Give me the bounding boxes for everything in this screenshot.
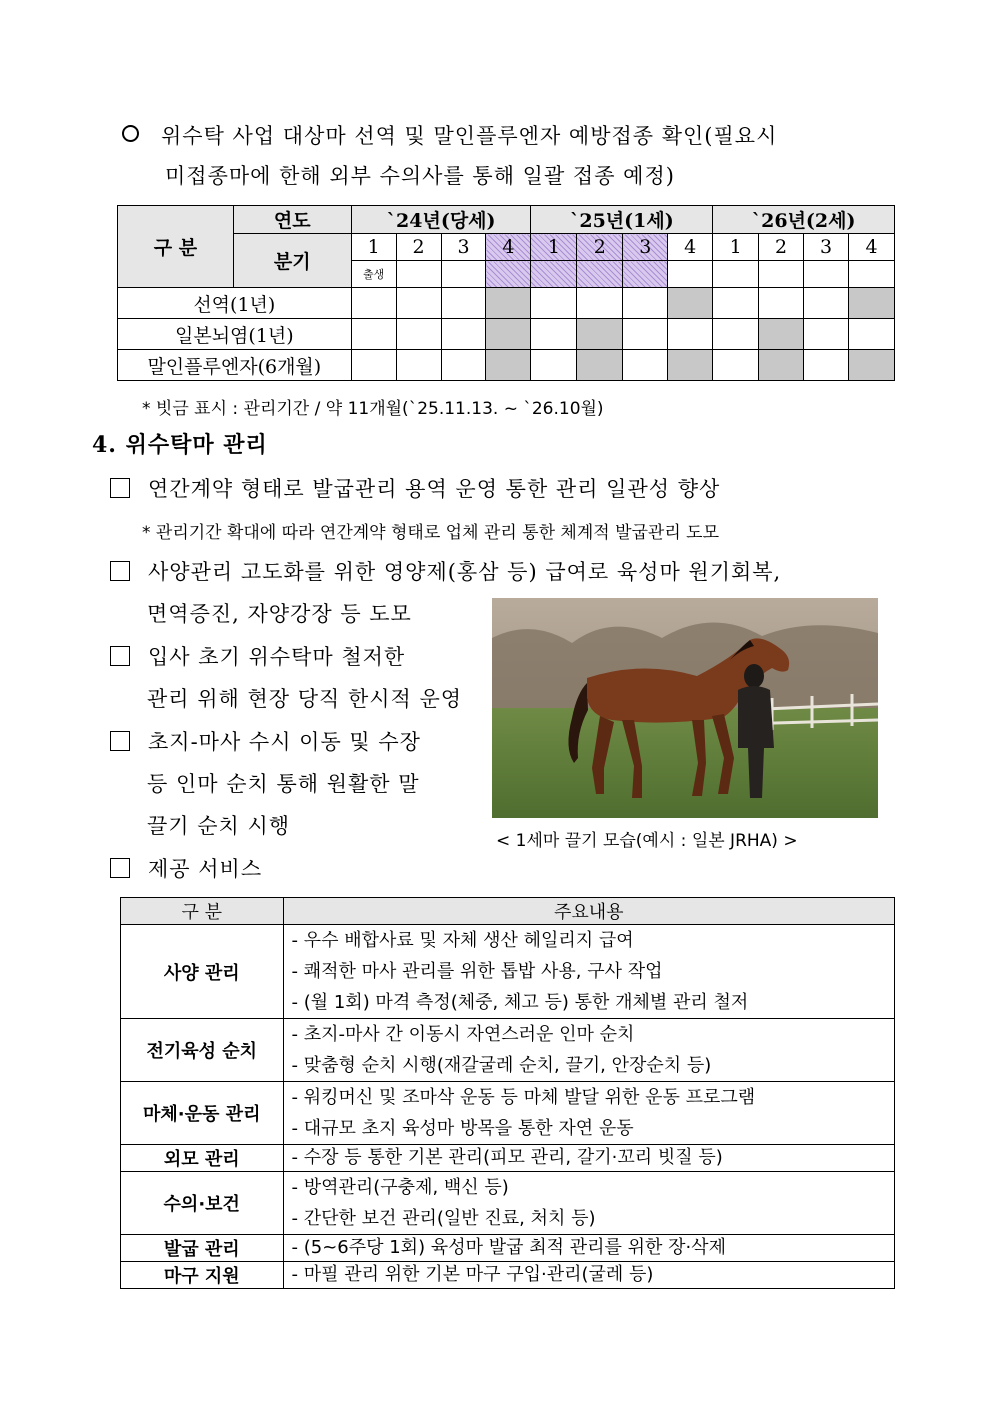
vaccine-cell — [577, 288, 623, 319]
service-item: - (월 1회) 마격 측정(체중, 체고 등) 통한 개체별 관리 철저 — [291, 992, 749, 1013]
vaccine-cell — [531, 288, 577, 319]
vaccine-cell — [848, 288, 894, 319]
quarter-cell: 1 — [713, 234, 759, 261]
vaccine-cell — [623, 350, 668, 381]
item-nutrition-line-1: 사양관리 고도화를 위한 영양제(홍삼 등) 급여로 육성마 원기회복, — [110, 556, 781, 586]
photo-caption: < 1세마 끌기 모습(예시 : 일본 JRHA) > — [496, 831, 798, 851]
quarter-cell: 1 — [351, 234, 396, 261]
vaccine-cell — [848, 350, 894, 381]
section-title: 4. 위수탁마 관리 — [92, 432, 268, 458]
birth-mark: 출생 — [362, 268, 385, 281]
circle-bullet-icon — [122, 125, 139, 142]
year-2024: `24년(당세) — [351, 206, 531, 234]
quarter-cell: 3 — [623, 234, 668, 261]
service-item: - 초지-마사 간 이동시 자연스러운 인마 순치 — [291, 1024, 635, 1045]
vaccine-label: 선역(1년) — [118, 288, 352, 319]
checkbox-square-icon — [110, 561, 130, 581]
hatch-cell — [804, 261, 849, 288]
vaccine-cell — [804, 319, 849, 350]
item-duty-line-1: 입사 초기 위수탁마 철저한 — [110, 641, 405, 671]
service-table — [120, 897, 895, 1289]
service-category: 마구 지원 — [121, 1262, 284, 1289]
service-row — [121, 1145, 895, 1172]
service-header-category: 구 분 — [121, 898, 284, 925]
vaccine-label: 말인플루엔자(6개월) — [118, 350, 352, 381]
vaccine-cell — [351, 350, 396, 381]
checkbox-square-icon — [110, 858, 130, 878]
item-handling-line-2: 등 인마 순치 통해 원활한 말 — [147, 772, 420, 796]
vaccine-row — [118, 288, 895, 319]
hatch-cell — [759, 261, 804, 288]
vaccine-cell — [441, 350, 486, 381]
vaccine-cell — [668, 288, 713, 319]
service-item: - (5~6주당 1회) 육성마 발굽 최적 관리를 위한 장·삭제 — [291, 1237, 726, 1258]
hatch-cell — [577, 261, 623, 288]
quarter-cell: 3 — [804, 234, 849, 261]
quarter-cell: 2 — [396, 234, 441, 261]
vaccine-label: 일본뇌염(1년) — [118, 319, 352, 350]
checkbox-square-icon — [110, 646, 130, 666]
service-category: 발굽 관리 — [121, 1235, 284, 1262]
vaccine-cell — [668, 319, 713, 350]
service-item: - 워킹머신 및 조마삭 운동 등 마체 발달 위한 운동 프로그램 — [291, 1087, 756, 1108]
vaccine-cell — [486, 319, 531, 350]
service-item: - 수장 등 통한 기본 관리(피모 관리, 갈기·꼬리 빗질 등) — [291, 1147, 723, 1168]
intro-line-1: 위수탁 사업 대상마 선역 및 말인플루엔자 예방접종 확인(필요시 — [122, 120, 777, 150]
service-header-content: 주요내용 — [283, 898, 895, 925]
service-item: - 우수 배합사료 및 자체 생산 헤일리지 급여 — [291, 930, 634, 951]
vaccine-cell — [759, 350, 804, 381]
item-handling-line-3: 끌기 순치 시행 — [147, 814, 291, 838]
hatch-note: * 빗금 표시 : 관리기간 / 약 11개월(`25.11.13. ~ `26.10월) — [142, 399, 604, 419]
service-row — [121, 1019, 895, 1082]
vaccine-cell — [396, 319, 441, 350]
service-row — [121, 1172, 895, 1235]
hatch-cell — [713, 261, 759, 288]
hatch-cell — [623, 261, 668, 288]
vaccine-row — [118, 350, 895, 381]
quarter-label: 분기 — [233, 234, 351, 288]
quarter-cell: 2 — [759, 234, 804, 261]
quarter-cell: 3 — [441, 234, 486, 261]
service-row — [121, 925, 895, 1019]
vaccine-cell — [623, 319, 668, 350]
checkbox-square-icon — [110, 478, 130, 498]
grass-field — [492, 708, 878, 818]
item-services: 제공 서비스 — [110, 853, 262, 883]
item-handling-line-1: 초지-마사 수시 이동 및 수장 — [110, 726, 421, 756]
hatch-cell — [396, 261, 441, 288]
service-category: 외모 관리 — [121, 1145, 284, 1172]
quarter-cell: 2 — [577, 234, 623, 261]
quarter-cell: 4 — [486, 234, 531, 261]
year-2026: `26년(2세) — [713, 206, 895, 234]
service-item: - 대규모 초지 육성마 방목을 통한 자연 운동 — [291, 1118, 634, 1139]
vaccine-cell — [531, 350, 577, 381]
service-content — [283, 1235, 895, 1262]
service-item: - 간단한 보건 관리(일반 진료, 처치 등) — [291, 1208, 596, 1229]
horse-photo — [492, 598, 878, 818]
service-content — [283, 1172, 895, 1235]
vaccine-cell — [577, 319, 623, 350]
service-content — [283, 925, 895, 1019]
item-annual-contract-note: * 관리기간 확대에 따라 연간계약 형태로 업체 관리 통한 체계적 발굽관리 도모 — [142, 523, 720, 543]
birth-cell — [351, 261, 396, 288]
checkbox-square-icon — [110, 731, 130, 751]
vaccine-cell — [396, 350, 441, 381]
vaccine-cell — [351, 319, 396, 350]
item-duty-line-2: 관리 위해 현장 당직 한시적 운영 — [147, 687, 463, 711]
vaccine-cell — [713, 288, 759, 319]
intro-line-2: 미접종마에 한해 외부 수의사를 통해 일괄 접종 예정) — [165, 164, 675, 188]
vaccine-table — [117, 205, 895, 381]
vaccine-cell — [531, 319, 577, 350]
hatch-cell — [486, 261, 531, 288]
vaccine-cell — [668, 350, 713, 381]
vaccine-cell — [804, 288, 849, 319]
service-content — [283, 1082, 895, 1145]
hatch-cell — [668, 261, 713, 288]
vaccine-cell — [441, 319, 486, 350]
vaccine-cell — [396, 288, 441, 319]
vaccine-cell — [577, 350, 623, 381]
quarter-cell: 4 — [668, 234, 713, 261]
service-item: - 맞춤형 순치 시행(재갈굴레 순치, 끌기, 안장순치 등) — [291, 1055, 712, 1076]
service-category: 사양 관리 — [121, 925, 284, 1019]
vaccine-cell — [623, 288, 668, 319]
year-2025: `25년(1세) — [531, 206, 713, 234]
vaccine-cell — [441, 288, 486, 319]
gubun-header: 구 분 — [118, 206, 234, 288]
vaccine-cell — [713, 319, 759, 350]
vaccine-cell — [804, 350, 849, 381]
vaccine-row — [118, 319, 895, 350]
hatch-cell — [441, 261, 486, 288]
service-content — [283, 1145, 895, 1172]
service-content — [283, 1262, 895, 1289]
service-row — [121, 1082, 895, 1145]
hatch-cell — [848, 261, 894, 288]
hatch-cell — [531, 261, 577, 288]
service-content — [283, 1019, 895, 1082]
service-item: - 쾌적한 마사 관리를 위한 톱밥 사용, 구사 작업 — [291, 961, 663, 982]
vaccine-cell — [486, 288, 531, 319]
year-label: 연도 — [233, 206, 351, 234]
service-item: - 마필 관리 위한 기본 마구 구입·관리(굴레 등) — [291, 1264, 654, 1285]
item-nutrition-line-2: 면역증진, 자양강장 등 도모 — [147, 602, 412, 626]
service-item: - 방역관리(구충제, 백신 등) — [291, 1177, 509, 1198]
vaccine-cell — [486, 350, 531, 381]
service-category: 수의·보건 — [121, 1172, 284, 1235]
service-row — [121, 1262, 895, 1289]
quarter-cell: 1 — [531, 234, 577, 261]
service-category: 전기육성 순치 — [121, 1019, 284, 1082]
item-annual-contract: 연간계약 형태로 발굽관리 용역 운영 통한 관리 일관성 향상 — [110, 473, 720, 503]
service-row — [121, 1235, 895, 1262]
quarter-cell: 4 — [848, 234, 894, 261]
vaccine-cell — [713, 350, 759, 381]
vaccine-cell — [759, 319, 804, 350]
vaccine-cell — [848, 319, 894, 350]
vaccine-cell — [351, 288, 396, 319]
service-category: 마체·운동 관리 — [121, 1082, 284, 1145]
vaccine-cell — [759, 288, 804, 319]
